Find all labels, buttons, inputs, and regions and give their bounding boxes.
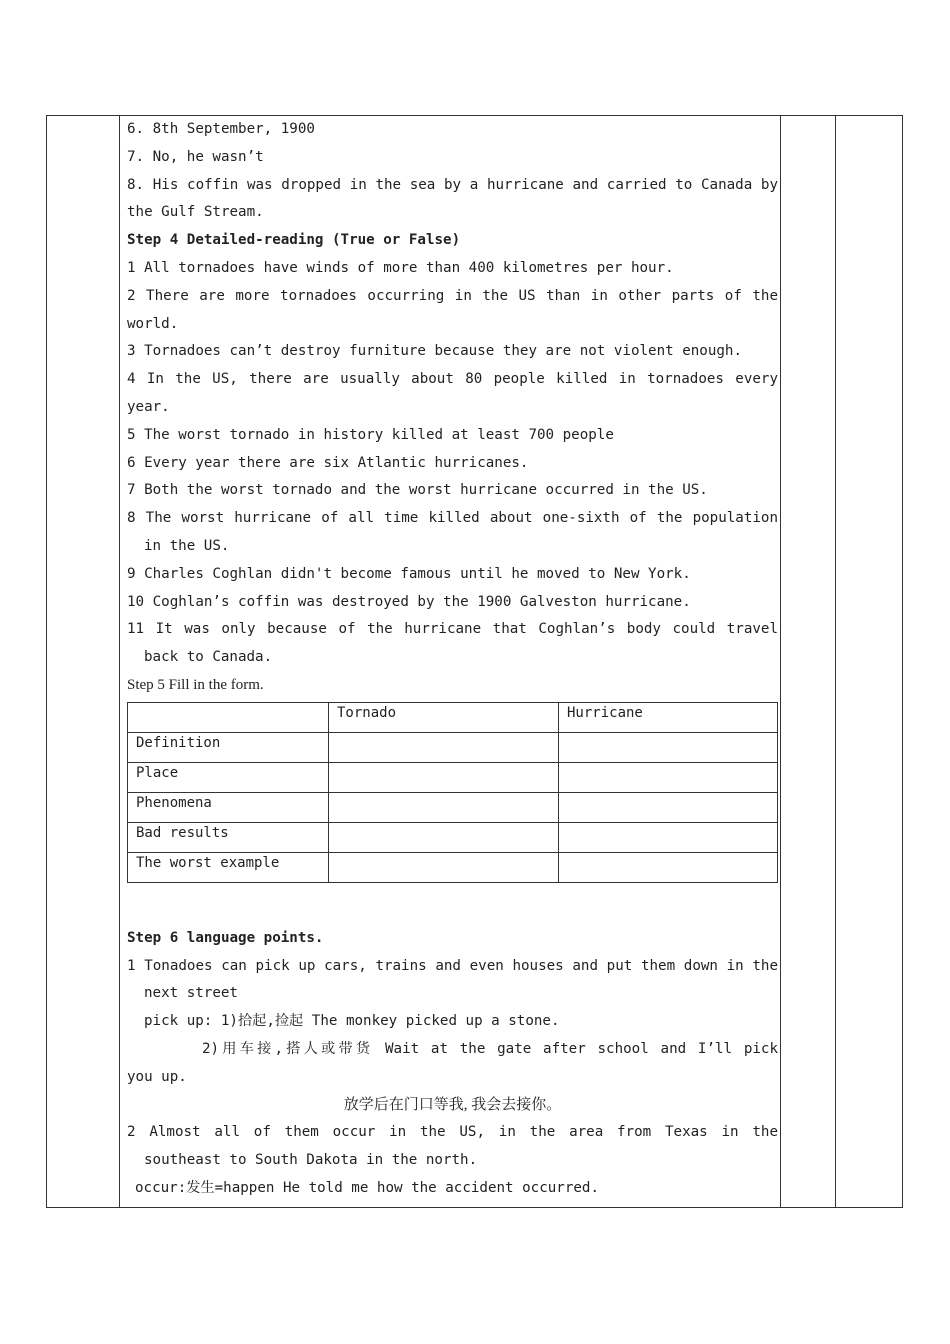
step4-line: 8 The worst hurricane of all time killed about one-sixth of the population [127,510,778,527]
step4-line: back to Canada. [144,649,273,666]
form-header-row [128,702,778,732]
form-row-label: The worst example [128,852,329,882]
form-cell[interactable] [559,762,778,792]
form-row-label: Phenomena [128,792,329,822]
step6-line: occur:发生=happen He told me how the accident occurred. [135,1179,599,1196]
fill-in-form [127,702,778,883]
step4-line: 4 In the US, there are usually about 80 people killed in tornadoes every [127,371,778,388]
form-cell[interactable] [329,792,559,822]
form-cell[interactable] [559,732,778,762]
form-row [128,762,778,792]
step6-title: Step 6 language points. [127,929,324,946]
form-row-label: Bad results [128,822,329,852]
form-cell[interactable] [559,792,778,822]
step6-line: pick up: 1)拾起,捡起 The monkey picked up a stone. [144,1013,560,1030]
step4-line: 7 Both the worst tornado and the worst hurricane occurred in the US. [127,482,708,499]
answer-line: 8. His coffin was dropped in the sea by a hurricane and carried to Canada by [127,176,778,193]
lesson-table [46,115,903,1208]
column-divider [780,116,781,1207]
form-header-cell [128,702,329,732]
step4-title: Step 4 Detailed-reading (True or False) [127,232,461,249]
form-cell[interactable] [559,822,778,852]
form-cell[interactable] [559,852,778,882]
step6-translation: 放学后在门口等我, 我会去接你。 [343,1096,562,1113]
answer-line: 7. No, he wasn’t [127,148,264,165]
step4-line: 3 Tornadoes can’t destroy furniture because they are not violent enough. [127,343,742,360]
step4-line: world. [127,315,179,332]
column-divider [119,116,120,1207]
step6-line: southeast to South Dakota in the north. [144,1152,478,1169]
form-row [128,732,778,762]
form-header-cell: Hurricane [559,702,778,732]
step4-line: 9 Charles Coghlan didn't become famous until he moved to New York. [127,565,691,582]
step6-line: 2)用车接,搭人或带货 Wait at the gate after school and I’ll pick [202,1040,778,1057]
form-cell[interactable] [329,822,559,852]
step4-line: 5 The worst tornado in history killed at least 700 people [127,426,614,443]
step6-line: 1 Tonadoes can pick up cars, trains and even houses and put them down in the [127,957,778,974]
form-header-cell: Tornado [329,702,559,732]
form-cell[interactable] [329,732,559,762]
step4-line: 10 Coghlan’s coffin was destroyed by the 1900 Galveston hurricane. [127,593,691,610]
step4-line: year. [127,398,170,415]
spacer [127,883,778,925]
form-cell[interactable] [329,852,559,882]
column-divider [835,116,836,1207]
form-cell[interactable] [329,762,559,792]
step4-line: 6 Every year there are six Atlantic hurricanes. [127,454,529,471]
step4-line: 11 It was only because of the hurricane that Coghlan’s body could travel [127,621,778,638]
step6-line: next street [144,985,238,1002]
step4-line: in the US. [144,537,230,554]
form-row [128,792,778,822]
form-row-label: Place [128,762,329,792]
answer-line: the Gulf Stream. [127,204,264,221]
step6-line: 2 Almost all of them occur in the US, in the area from Texas in the [127,1124,778,1141]
step4-line: 1 All tornadoes have winds of more than 400 kilometres per hour. [127,259,674,276]
form-row [128,822,778,852]
step6-line: you up. [127,1068,187,1085]
answer-line: 6. 8th September, 1900 [127,121,315,137]
form-row [128,852,778,882]
lesson-content [127,116,778,1203]
step5-title: Step 5 Fill in the form. [127,676,264,693]
form-row-label: Definition [128,732,329,762]
step4-line: 2 There are more tornadoes occurring in the US than in other parts of the [127,287,778,304]
